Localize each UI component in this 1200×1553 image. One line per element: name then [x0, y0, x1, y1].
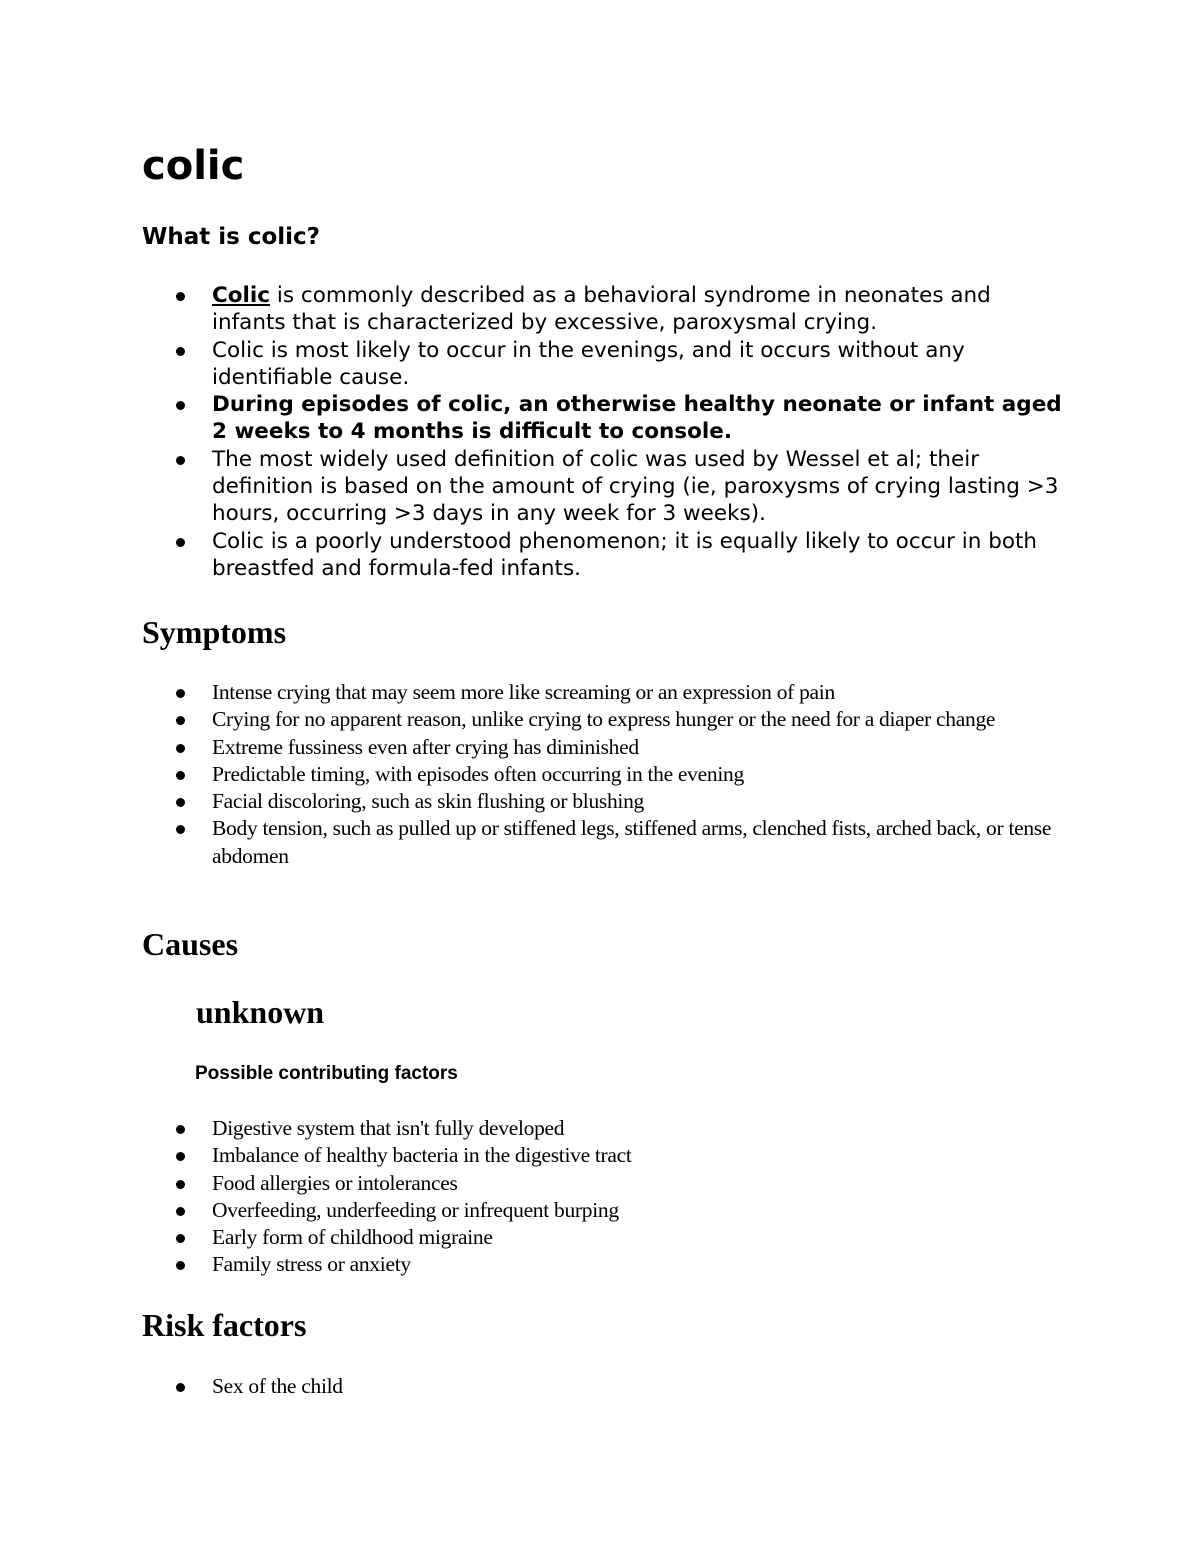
document-title: colic: [142, 143, 245, 189]
list-item: Facial discoloring, such as skin flushing or blushing: [142, 788, 1062, 815]
symptoms-list: [142, 679, 1062, 870]
list-item: Imbalance of healthy bacteria in the digestive tract: [142, 1142, 1062, 1169]
list-item: Crying for no apparent reason, unlike crying to express hunger or the need for a diaper change: [142, 706, 1062, 733]
contributing-factors-heading: Possible contributing factors: [195, 1063, 458, 1084]
list-item: Overfeeding, underfeeding or infrequent burping: [142, 1197, 1062, 1224]
what-is-colic-heading: What is colic?: [142, 224, 321, 250]
risk-factors-list: [142, 1373, 1062, 1400]
list-item: Colic is a poorly understood phenomenon; it is equally likely to occur in both breastfed and formula-fed infants.: [142, 528, 1062, 583]
list-item: Extreme fussiness even after crying has diminished: [142, 734, 1062, 761]
list-item: Sex of the child: [142, 1373, 1062, 1400]
list-item: Predictable timing, with episodes often occurring in the evening: [142, 761, 1062, 788]
list-item: Digestive system that isn't fully developed: [142, 1115, 1062, 1142]
list-item: Intense crying that may seem more like screaming or an expression of pain: [142, 679, 1062, 706]
risk-factors-heading: Risk factors: [142, 1307, 307, 1343]
list-item: Colic is most likely to occur in the evenings, and it occurs without any identifiable cause.: [142, 337, 1062, 392]
causes-heading: Causes: [142, 926, 239, 962]
symptoms-heading: Symptoms: [142, 614, 287, 650]
contributing-factors-list: [142, 1115, 1062, 1279]
list-item: Colic is commonly described as a behavioral syndrome in neonates and infants that is characterized by excessive, paroxysmal crying.: [142, 282, 1062, 337]
colic-term: Colic: [212, 283, 271, 308]
list-item: Family stress or anxiety: [142, 1251, 1062, 1278]
list-item: The most widely used definition of colic was used by Wessel et al; their definition is based on the amount of crying (ie, paroxysms of crying lasting >3 hours, occurring >3 days in any week for 3 weeks).: [142, 446, 1062, 528]
list-item: Body tension, such as pulled up or stiffened legs, stiffened arms, clenched fists, arched back, or tense abdomen: [142, 815, 1062, 870]
list-item: Food allergies or intolerances: [142, 1170, 1062, 1197]
list-item: Early form of childhood migraine: [142, 1224, 1062, 1251]
what-is-colic-list: [142, 282, 1062, 582]
causes-unknown-subheading: unknown: [196, 994, 325, 1030]
list-item: During episodes of colic, an otherwise healthy neonate or infant aged 2 weeks to 4 months is difficult to console.: [142, 391, 1062, 446]
